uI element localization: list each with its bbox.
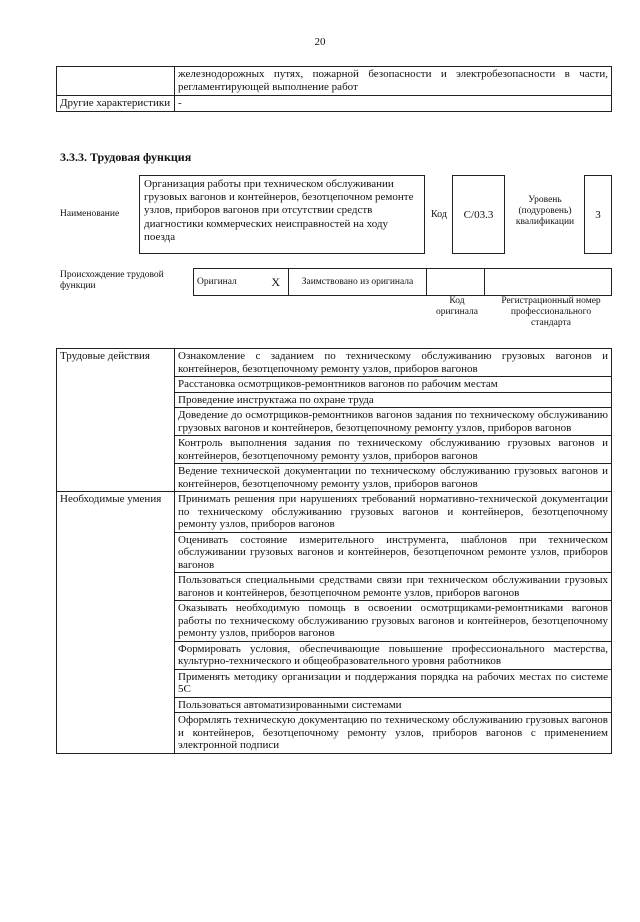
other-characteristics-value: -: [175, 96, 612, 112]
page-number: 20: [314, 36, 326, 48]
list-item: Оценивать состояние измерительного инструмента, шаблонов при техническом обслуживании грузовых вагонов и контейнеров, безотцепочном ремонте узлов, приборов вагонов: [175, 532, 612, 573]
functions-table: [56, 348, 612, 754]
empty-cell: [57, 67, 175, 96]
list-item: Применять методику организации и поддержания порядка на рабочих местах по системе 5С: [175, 669, 612, 697]
continuation-text: железнодорожных путях, пожарной безопасности и электробезопасности в части, регламентирующей выполнение работ: [175, 67, 612, 96]
labor-actions-label: Трудовые действия: [57, 349, 175, 492]
code-label: Код: [431, 209, 447, 220]
list-item: Пользоваться автоматизированными системами: [175, 697, 612, 713]
original-label: Оригинал: [194, 269, 264, 296]
reg-number-cell: [485, 269, 612, 296]
list-item: Ведение технической документации по техническому обслуживанию грузовых вагонов и контейнеров, безотцепочному ремонту узлов, приборов вагонов: [175, 464, 612, 492]
table-row: [194, 269, 612, 296]
section-title: 3.3.3. Трудовая функция: [60, 150, 192, 164]
origin-label: Происхождение трудовой функции: [60, 270, 164, 291]
table-row: [57, 349, 612, 377]
code-value: С/03.3: [463, 208, 494, 221]
list-item: Доведение до осмотрщиков-ремонтников вагонов задания по техническому обслуживанию грузовых вагонов и контейнеров, безотцепочному ремонту узлов, приборов вагонов: [175, 408, 612, 436]
code-box: [452, 175, 505, 254]
original-mark: X: [264, 269, 289, 296]
level-label: Уровень (подуровень) квалификации: [515, 195, 575, 227]
list-item: Принимать решения при нарушениях требований нормативно-технической документации по техническому обслуживанию грузовых вагонов и контейнеров, безотцепочному ремонту узлов, приборов вагонов: [175, 492, 612, 533]
code-original-caption: Код оригинала: [436, 296, 478, 317]
name-label: Наименование: [60, 209, 120, 219]
list-item: Проведение инструктажа по охране труда: [175, 392, 612, 408]
function-name-box: Организация работы при техническом обслуживании грузовых вагонов и контейнеров, безотцепочном ремонте узлов, приборов вагонов при отсутствии средств диагностики коммерческих неисправностей на ходу поезда: [139, 175, 425, 254]
list-item: Формировать условия, обеспечивающие повышение профессионального мастерства, культурно-технического и общеобразовательного уровня работников: [175, 641, 612, 669]
continuation-table: [56, 66, 612, 112]
list-item: Расстановка осмотрщиков-ремонтников вагонов по рабочим местам: [175, 377, 612, 393]
other-characteristics-label: Другие характеристики: [57, 96, 175, 112]
level-box: [584, 175, 612, 254]
table-row: [57, 96, 612, 112]
list-item: Оформлять техническую документацию по техническому обслуживанию грузовых вагонов и контейнеров, безотцепочному ремонту узлов, приборов вагонов с применением электронной подписи: [175, 713, 612, 754]
code-original-cell: [427, 269, 485, 296]
reg-number-caption: Регистрационный номер профессионального стандарта: [501, 296, 601, 328]
list-item: Ознакомление с заданием по техническому обслуживанию грузовых вагонов и контейнеров, безотцепочному ремонту узлов, приборов вагонов: [175, 349, 612, 377]
list-item: Оказывать необходимую помощь в освоении осмотрщиками-ремонтниками вагонов работы по техническому обслуживанию грузовых вагонов и контейнеров, безотцепочному ремонту узлов, приборов вагонов: [175, 601, 612, 642]
list-item: Контроль выполнения задания по техническому обслуживанию грузовых вагонов и контейнеров, безотцепочному ремонту узлов, приборов вагонов: [175, 436, 612, 464]
level-value: 3: [595, 208, 601, 221]
skills-label: Необходимые умения: [57, 492, 175, 754]
borrowed-label: Заимствовано из оригинала: [289, 269, 427, 296]
list-item: Пользоваться специальными средствами связи при техническом обслуживании грузовых вагонов и контейнеров, безотцепочном ремонте узлов, приборов вагонов: [175, 573, 612, 601]
table-row: [57, 67, 612, 96]
table-row: [57, 492, 612, 533]
origin-table: [193, 268, 612, 296]
